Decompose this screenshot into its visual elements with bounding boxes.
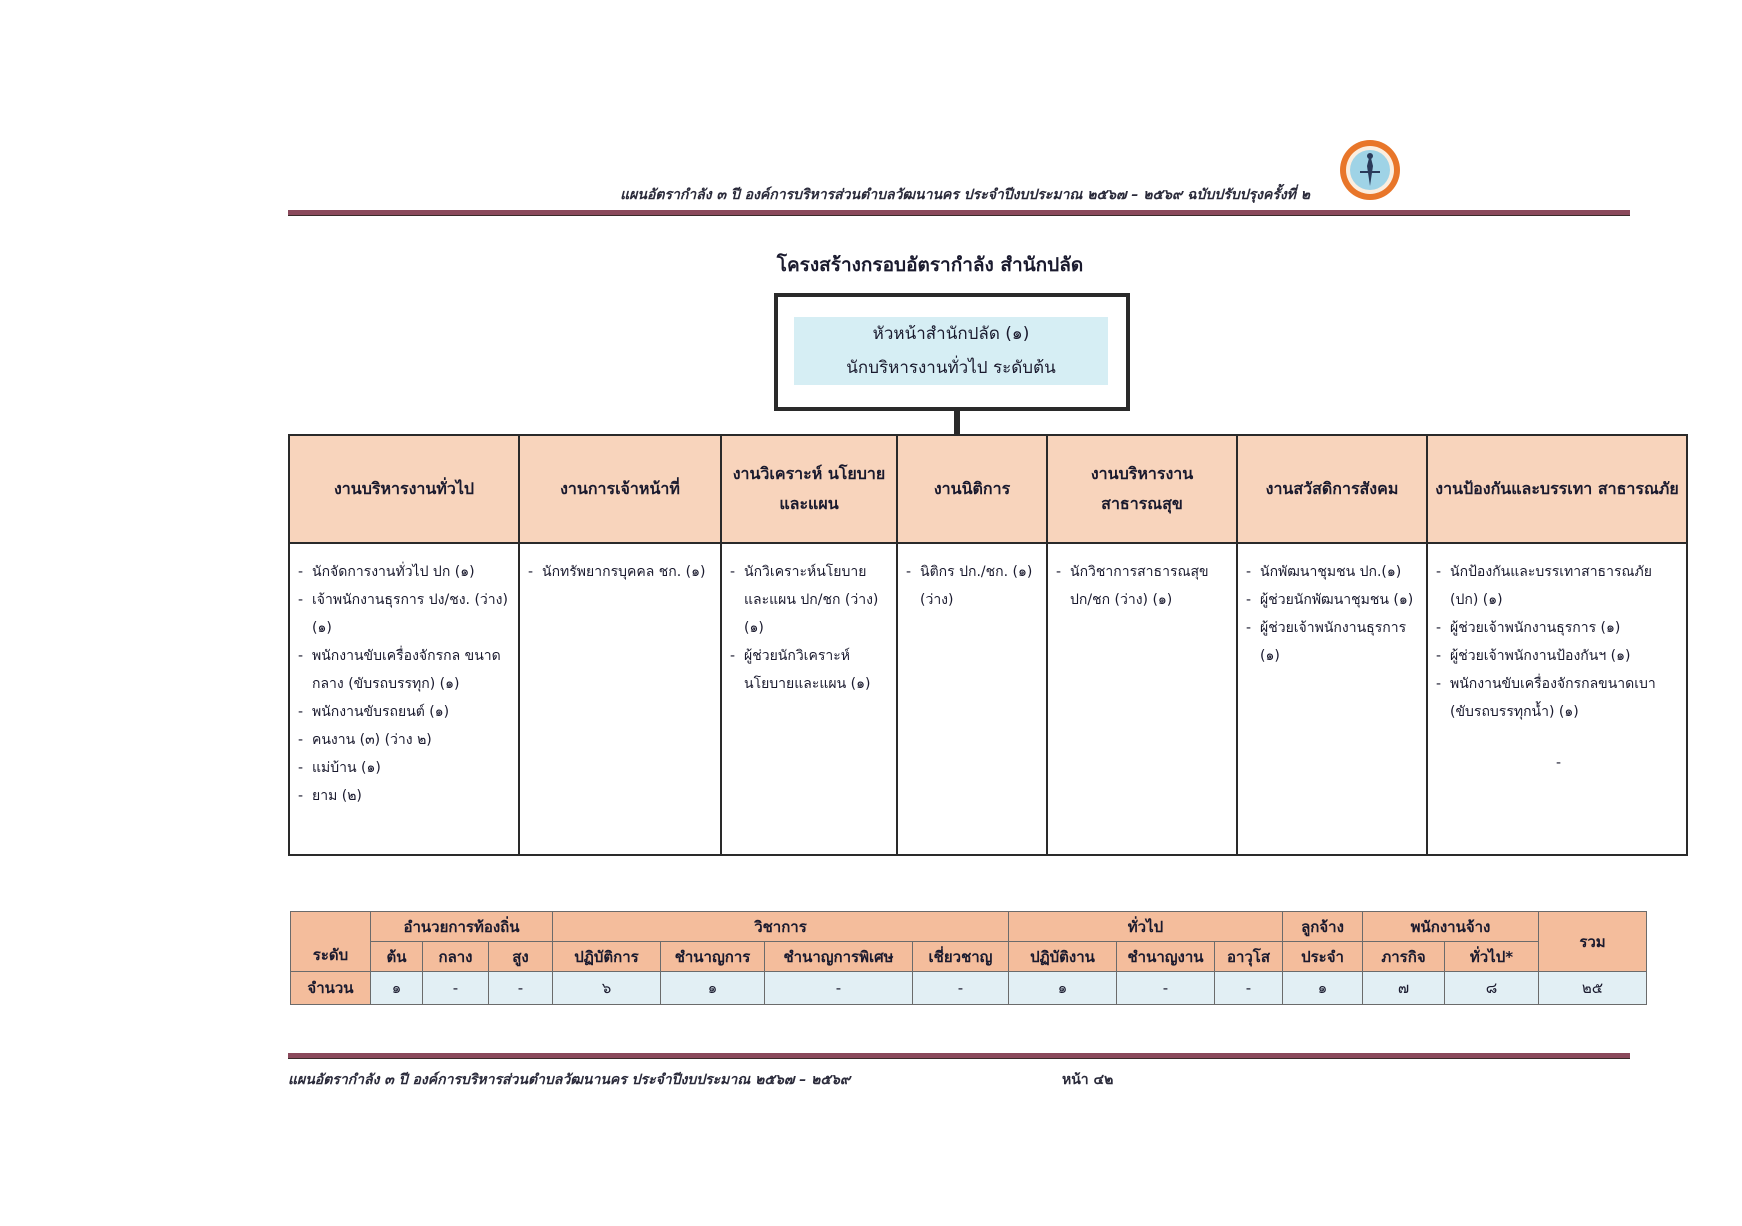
position-item: - นักทรัพยากรบุคคล ชก. (๑) (528, 564, 706, 580)
staff-summary-table (290, 911, 1647, 1005)
count-cell: ๑ (661, 972, 765, 1005)
count-cell: - (1117, 972, 1215, 1005)
count-cell: - (913, 972, 1009, 1005)
count-cell: - (489, 972, 553, 1005)
position-item: - พนักงานขับเครื่องจักรกล ขนาดกลาง (ขับรถบรรทุก) (๑) (298, 648, 501, 692)
sub-level-header: ชำนาญงาน (1117, 942, 1215, 972)
count-label: จำนวน (291, 972, 371, 1005)
count-cell: ๗ (1363, 972, 1445, 1005)
department-positions (897, 543, 1047, 855)
position-item: - คนงาน (๓) (ว่าง ๒) (298, 732, 432, 748)
position-item: - แม่บ้าน (๑) (298, 760, 381, 776)
sub-level-header: ภารกิจ (1363, 942, 1445, 972)
position-item: - ผู้ช่วยนักวิเคราะห์ นโยบายและแผน (๑) (730, 648, 871, 692)
department-positions (519, 543, 721, 855)
count-cell: - (765, 972, 913, 1005)
position-item: - ผู้ช่วยเจ้าพนักงานธุรการ (๑) (1246, 620, 1407, 664)
total-label: รวม (1539, 912, 1647, 972)
sub-level-header: ชำนาญการ (661, 942, 765, 972)
count-cell: ๑ (1283, 972, 1363, 1005)
sub-level-header: สูง (489, 942, 553, 972)
count-cell: ๑ (371, 972, 423, 1005)
count-cell: - (1215, 972, 1283, 1005)
department-positions (1047, 543, 1237, 855)
chart-title: โครงสร้างกรอบอัตรากำลัง สำนักปลัด (776, 254, 1084, 276)
position-item: - นิติกร ปก./ชก. (๑) (ว่าง) (906, 564, 1033, 608)
stray-mark: - (1556, 755, 1562, 771)
department-row (289, 435, 1687, 543)
document-footer: แผนอัตรากำลัง ๓ ปี องค์การบริหารส่วนตำบลวัฒนานคร ประจำปีงบประมาณ ๒๕๖๗ – ๒๕๖๙ (288, 1072, 851, 1088)
count-row (291, 972, 1647, 1005)
department-header: งานบริหารงาน สาธารณสุข (1047, 435, 1237, 543)
position-item: - นักจัดการงานทั่วไป ปก (๑) (298, 564, 475, 580)
level-label: ระดับ (291, 912, 371, 972)
org-structure-table (288, 434, 1688, 856)
positions-row (289, 543, 1687, 855)
position-item: - ยาม (๒) (298, 788, 362, 804)
position-item: - นักป้องกันและบรรเทาสาธารณภัย (ปก) (๑) (1436, 564, 1652, 608)
sub-level-header: ต้น (371, 942, 423, 972)
page-number: หน้า ๔๒ (1062, 1072, 1114, 1088)
sub-level-row (291, 942, 1647, 972)
department-header: งานการเจ้าหน้าที่ (519, 435, 721, 543)
sub-level-header: อาวุโส (1215, 942, 1283, 972)
org-connector-line (954, 411, 960, 434)
header-rule (288, 210, 1630, 216)
footer-rule (288, 1053, 1630, 1059)
group-contract: พนักงานจ้าง (1363, 912, 1539, 942)
count-cell: ๘ (1445, 972, 1539, 1005)
department-positions (289, 543, 519, 855)
position-item: - ผู้ช่วยนักพัฒนาชุมชน (๑) (1246, 592, 1414, 608)
sub-level-header: เชี่ยวชาญ (913, 942, 1009, 972)
group-academic: วิชาการ (553, 912, 1009, 942)
organization-seal-icon (1338, 138, 1402, 202)
count-cell: - (423, 972, 489, 1005)
department-header: งานนิติการ (897, 435, 1047, 543)
sub-level-header: ชำนาญการพิเศษ (765, 942, 913, 972)
group-general: ทั่วไป (1009, 912, 1283, 942)
count-cell: ๖ (553, 972, 661, 1005)
document-header: แผนอัตรากำลัง ๓ ปี องค์การบริหารส่วนตำบลวัฒนานคร ประจำปีงบประมาณ ๒๕๖๗ – ๒๕๖๙ ฉบับปรับปรุงครั้งที่ ๒ (620, 187, 1310, 203)
sub-level-header: ปฏิบัติการ (553, 942, 661, 972)
department-header: งานบริหารงานทั่วไป (289, 435, 519, 543)
department-header: งานป้องกันและบรรเทา สาธารณภัย (1427, 435, 1687, 543)
position-item: - เจ้าพนักงานธุรการ ปง/ชง. (ว่าง) (๑) (298, 592, 508, 636)
sub-level-header: ปฏิบัติงาน (1009, 942, 1117, 972)
department-positions (1237, 543, 1427, 855)
sub-level-header: ทั่วไป* (1445, 942, 1539, 972)
head-level: นักบริหารงานทั่วไป ระดับต้น (846, 358, 1056, 378)
position-item: - ผู้ช่วยเจ้าพนักงานธุรการ (๑) (1436, 620, 1621, 636)
group-employee: ลูกจ้าง (1283, 912, 1363, 942)
total-cell: ๒๕ (1539, 972, 1647, 1005)
position-item: - พนักงานขับเครื่องจักรกลขนาดเบา (ขับรถบรรทุกน้ำ) (๑) (1436, 676, 1656, 720)
head-title: หัวหน้าสำนักปลัด (๑) (872, 324, 1030, 344)
position-item: - นักพัฒนาชุมชน ปก.(๑) (1246, 564, 1402, 580)
position-item: - พนักงานขับรถยนต์ (๑) (298, 704, 450, 720)
count-cell: ๑ (1009, 972, 1117, 1005)
department-header: งานสวัสดิการสังคม (1237, 435, 1427, 543)
department-positions (1427, 543, 1687, 855)
position-item: - นักวิชาการสาธารณสุข ปก/ชก (ว่าง) (๑) (1056, 564, 1209, 608)
head-position-label (794, 317, 1108, 385)
head-position-box (774, 293, 1130, 411)
group-local: อำนวยการท้องถิ่น (371, 912, 553, 942)
department-positions (721, 543, 897, 855)
department-header: งานวิเคราะห์ นโยบายและแผน (721, 435, 897, 543)
sub-level-header: ประจำ (1283, 942, 1363, 972)
position-item: - ผู้ช่วยเจ้าพนักงานป้องกันฯ (๑) (1436, 648, 1631, 664)
sub-level-header: กลาง (423, 942, 489, 972)
position-item: - นักวิเคราะห์นโยบาย และแผน ปก/ชก (ว่าง) (๑) (730, 564, 879, 636)
